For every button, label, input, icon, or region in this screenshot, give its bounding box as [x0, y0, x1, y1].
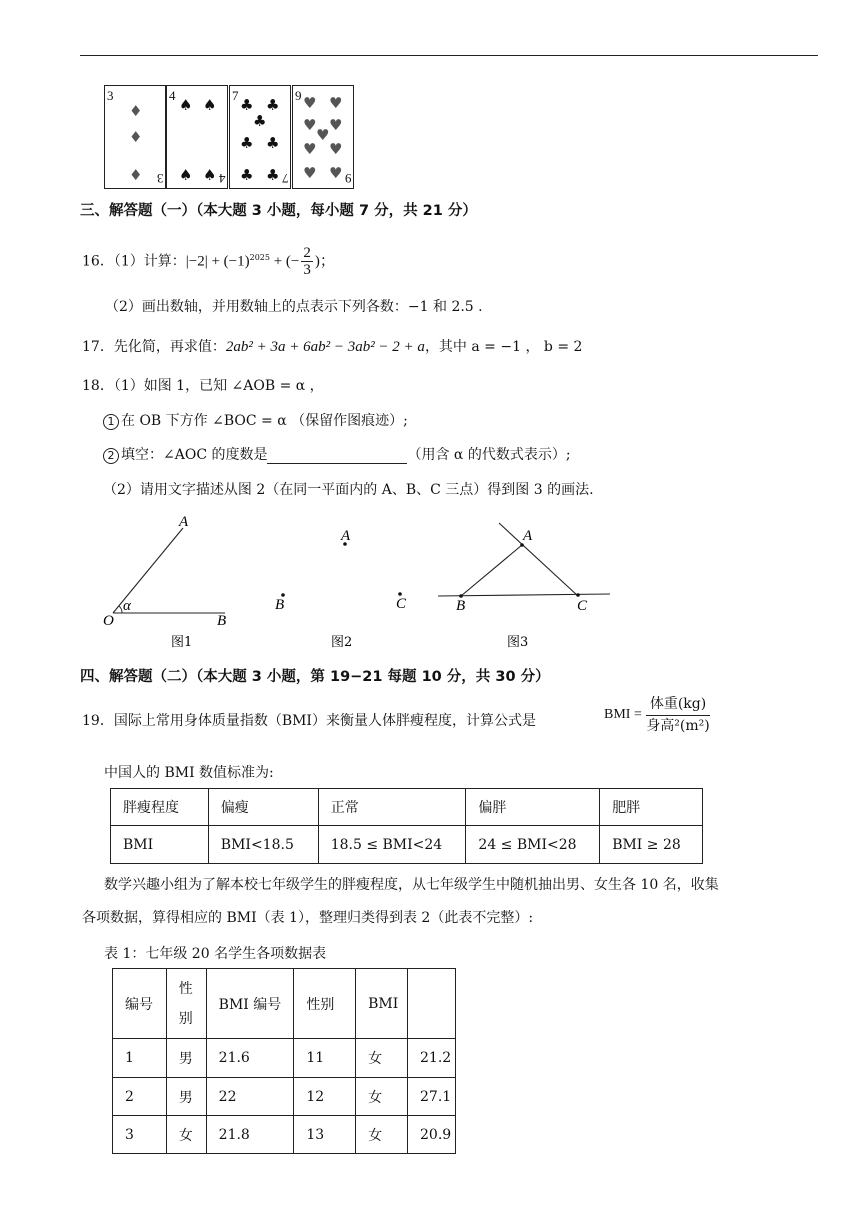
table-cell: 肥胖	[600, 789, 703, 826]
club-icon: ♣	[240, 166, 254, 184]
q18-step2	[103, 444, 571, 464]
section-three-title: 三、解答题（一）（本大题 3 小题，每小题 7 分，共 21 分）	[80, 203, 477, 219]
q19-paragraph-line1: 数学兴趣小组为了解本校七年级学生的胖瘦程度，从七年级学生中随机抽出男、女生各 10 名，收集	[104, 877, 719, 893]
club-icon: ♣	[240, 96, 254, 114]
q18-line1: 18．（1）如图 1，已知 ∠AOB = α ，	[82, 378, 324, 394]
table-header-cell: 性别	[294, 969, 356, 1039]
card-rank: 3	[107, 88, 114, 103]
heart-icon: ♥	[329, 164, 343, 182]
table-cell: 20.9	[408, 1116, 456, 1154]
ray-ba-through-a	[499, 523, 578, 596]
table-cell: 女	[356, 1039, 408, 1078]
spade-icon: ♠	[203, 166, 217, 184]
club-icon: ♣	[240, 134, 254, 152]
point-c	[576, 593, 580, 597]
fig2-caption: 图2	[331, 635, 353, 650]
q18-step1	[103, 410, 408, 430]
bmi-standard-table	[110, 788, 703, 864]
q18-part2: （2）请用文字描述从图 2（在同一平面内的 A、B、C 三点）得到图 3 的画法.	[103, 482, 594, 498]
table-cell: 女	[356, 1078, 408, 1116]
table-cell: 13	[294, 1116, 356, 1154]
card-rank: 4	[218, 171, 225, 186]
club-icon: ♣	[253, 112, 267, 130]
fig3-label-a: A	[523, 528, 533, 544]
heart-icon: ♥	[329, 94, 343, 112]
figure-2	[275, 528, 407, 650]
q16-frac-num: 2	[303, 245, 311, 261]
bmi-lhs: BMI =	[604, 707, 642, 722]
card-rank: 9	[295, 88, 302, 103]
table-cell: 27.1	[408, 1078, 456, 1116]
fig1-caption: 图1	[171, 635, 193, 650]
bmi-numerator: 体重(kg)	[646, 694, 710, 716]
card-rank: 4	[169, 88, 176, 103]
table-header-cell: 编号	[113, 969, 167, 1039]
table-cell: 偏胖	[466, 789, 600, 826]
table-cell: BMI ≥ 28	[600, 826, 703, 864]
q16-prefix: 16．（1）计算：	[82, 253, 186, 270]
heart-icon: ♥	[329, 116, 343, 134]
card-rank: 3	[156, 171, 163, 186]
fig2-label-c: C	[396, 596, 407, 612]
fig2-label-a: A	[341, 528, 351, 544]
table-cell: 女	[166, 1116, 206, 1154]
angle-arc	[119, 606, 122, 613]
playing-card	[229, 85, 291, 189]
q18-step2-text-a: 填空：∠AOC 的度数是	[121, 447, 268, 463]
table-row	[111, 789, 703, 826]
table-header-cell: BMI	[356, 969, 408, 1039]
q16-expr-c: )；	[314, 253, 335, 270]
fig1-label-b: B	[217, 613, 227, 629]
fig1-label-alpha: α	[123, 598, 131, 614]
table-header-cell: 性 别	[166, 969, 206, 1039]
heart-icon: ♥	[316, 126, 330, 144]
card-rank: 7	[232, 88, 239, 103]
bmi-denominator: 身高²(m²)	[646, 717, 710, 734]
table-row	[111, 826, 703, 864]
table-cell: 21.2	[408, 1039, 456, 1078]
q16-expr-a: |−2| + (−1)	[185, 253, 250, 270]
fig3-caption: 图3	[507, 635, 529, 650]
table-row	[113, 1039, 456, 1078]
club-icon: ♣	[266, 96, 280, 114]
header-rule	[80, 55, 818, 56]
card-rank: 9	[344, 171, 351, 186]
table-cell: 正常	[318, 789, 466, 826]
table-cell: 3	[113, 1116, 167, 1154]
q17-condition: ，其中 a = −1 ， b = 2	[424, 339, 583, 355]
table-cell: 24 ≤ BMI<28	[466, 826, 600, 864]
table-cell: 男	[166, 1039, 206, 1078]
table-cell: 男	[166, 1078, 206, 1116]
heart-icon: ♥	[303, 94, 317, 112]
fig3-label-b: B	[456, 598, 466, 614]
heart-icon: ♥	[303, 116, 317, 134]
q18-step1-text: 在 OB 下方作 ∠BOC = α （保留作图痕迹）;	[121, 413, 408, 429]
table-cell: BMI	[111, 826, 209, 864]
q16-exponent: 2025	[249, 252, 270, 262]
table-header-cell	[408, 969, 456, 1039]
q17	[82, 336, 582, 356]
diamond-icon: ♦	[129, 128, 143, 146]
table-row	[113, 1078, 456, 1116]
table-cell: 女	[356, 1116, 408, 1154]
fig1-label-a: A	[179, 514, 189, 530]
playing-card	[104, 85, 166, 189]
q16-part1	[82, 245, 335, 278]
card-rank: 7	[281, 171, 288, 186]
table-header-cell: BMI 编号	[206, 969, 294, 1039]
step-number-2: 2	[103, 448, 119, 464]
table-cell: 21.6	[206, 1039, 294, 1078]
table-cell: 22	[206, 1078, 294, 1116]
table-row	[113, 969, 456, 1039]
table-cell: 11	[294, 1039, 356, 1078]
q19-paragraph-line2: 各项数据，算得相应的 BMI（表 1），整理归类得到表 2（此表不完整）:	[82, 910, 534, 926]
fig3-label-c: C	[577, 598, 588, 614]
q17-expression: 2ab² + 3a + 6ab² − 3ab² − 2 + a	[225, 339, 425, 355]
q16-frac-den: 3	[303, 262, 311, 278]
spade-icon: ♠	[179, 166, 193, 184]
bmi-standard-label: 中国人的 BMI 数值标准为:	[104, 765, 274, 781]
table1-caption: 表 1：七年级 20 名学生各项数据表	[104, 946, 327, 962]
figure-3	[438, 523, 610, 650]
figure-1	[103, 514, 226, 650]
spade-icon: ♠	[203, 96, 217, 114]
geometry-figures	[95, 510, 635, 655]
answer-blank[interactable]	[267, 449, 407, 464]
heart-icon: ♥	[303, 164, 317, 182]
student-data-table	[112, 968, 456, 1154]
club-icon: ♣	[266, 134, 280, 152]
spade-icon: ♠	[179, 96, 193, 114]
q16-fraction	[301, 245, 313, 278]
table-cell: 21.8	[206, 1116, 294, 1154]
step-number-1: 1	[103, 414, 119, 430]
fig1-label-o: O	[103, 613, 114, 629]
fig2-label-b: B	[275, 597, 285, 613]
q19-intro: 19．国际上常用身体质量指数（BMI）来衡量人体胖瘦程度，计算公式是	[82, 713, 536, 729]
heart-icon: ♥	[329, 140, 343, 158]
table-row	[113, 1116, 456, 1154]
diamond-icon: ♦	[129, 102, 143, 120]
table-cell: 1	[113, 1039, 167, 1078]
q18-step2-text-b: （用含 α 的代数式表示）;	[407, 447, 571, 463]
table-cell: 偏瘦	[208, 789, 318, 826]
section-four-title: 四、解答题（二）（本大题 3 小题，第 19−21 每题 10 分，共 30 分）	[80, 669, 550, 685]
q17-prefix: 17．先化简，再求值：	[82, 339, 226, 355]
table-cell: 18.5 ≤ BMI<24	[318, 826, 466, 864]
table-cell: 12	[294, 1078, 356, 1116]
q16-part2: （2）画出数轴，并用数轴上的点表示下列各数：−1 和 2.5 .	[105, 299, 483, 315]
heart-icon: ♥	[303, 140, 317, 158]
club-icon: ♣	[266, 166, 280, 184]
bmi-fraction	[646, 694, 710, 737]
bmi-formula	[604, 690, 710, 740]
q16-expr-b: + (−	[269, 253, 300, 270]
diamond-icon: ♦	[129, 166, 143, 184]
table-cell: BMI<18.5	[208, 826, 318, 864]
playing-card	[292, 85, 354, 189]
segment-ab	[461, 545, 522, 596]
table-cell: 胖瘦程度	[111, 789, 209, 826]
table-cell: 2	[113, 1078, 167, 1116]
playing-card	[166, 85, 228, 189]
